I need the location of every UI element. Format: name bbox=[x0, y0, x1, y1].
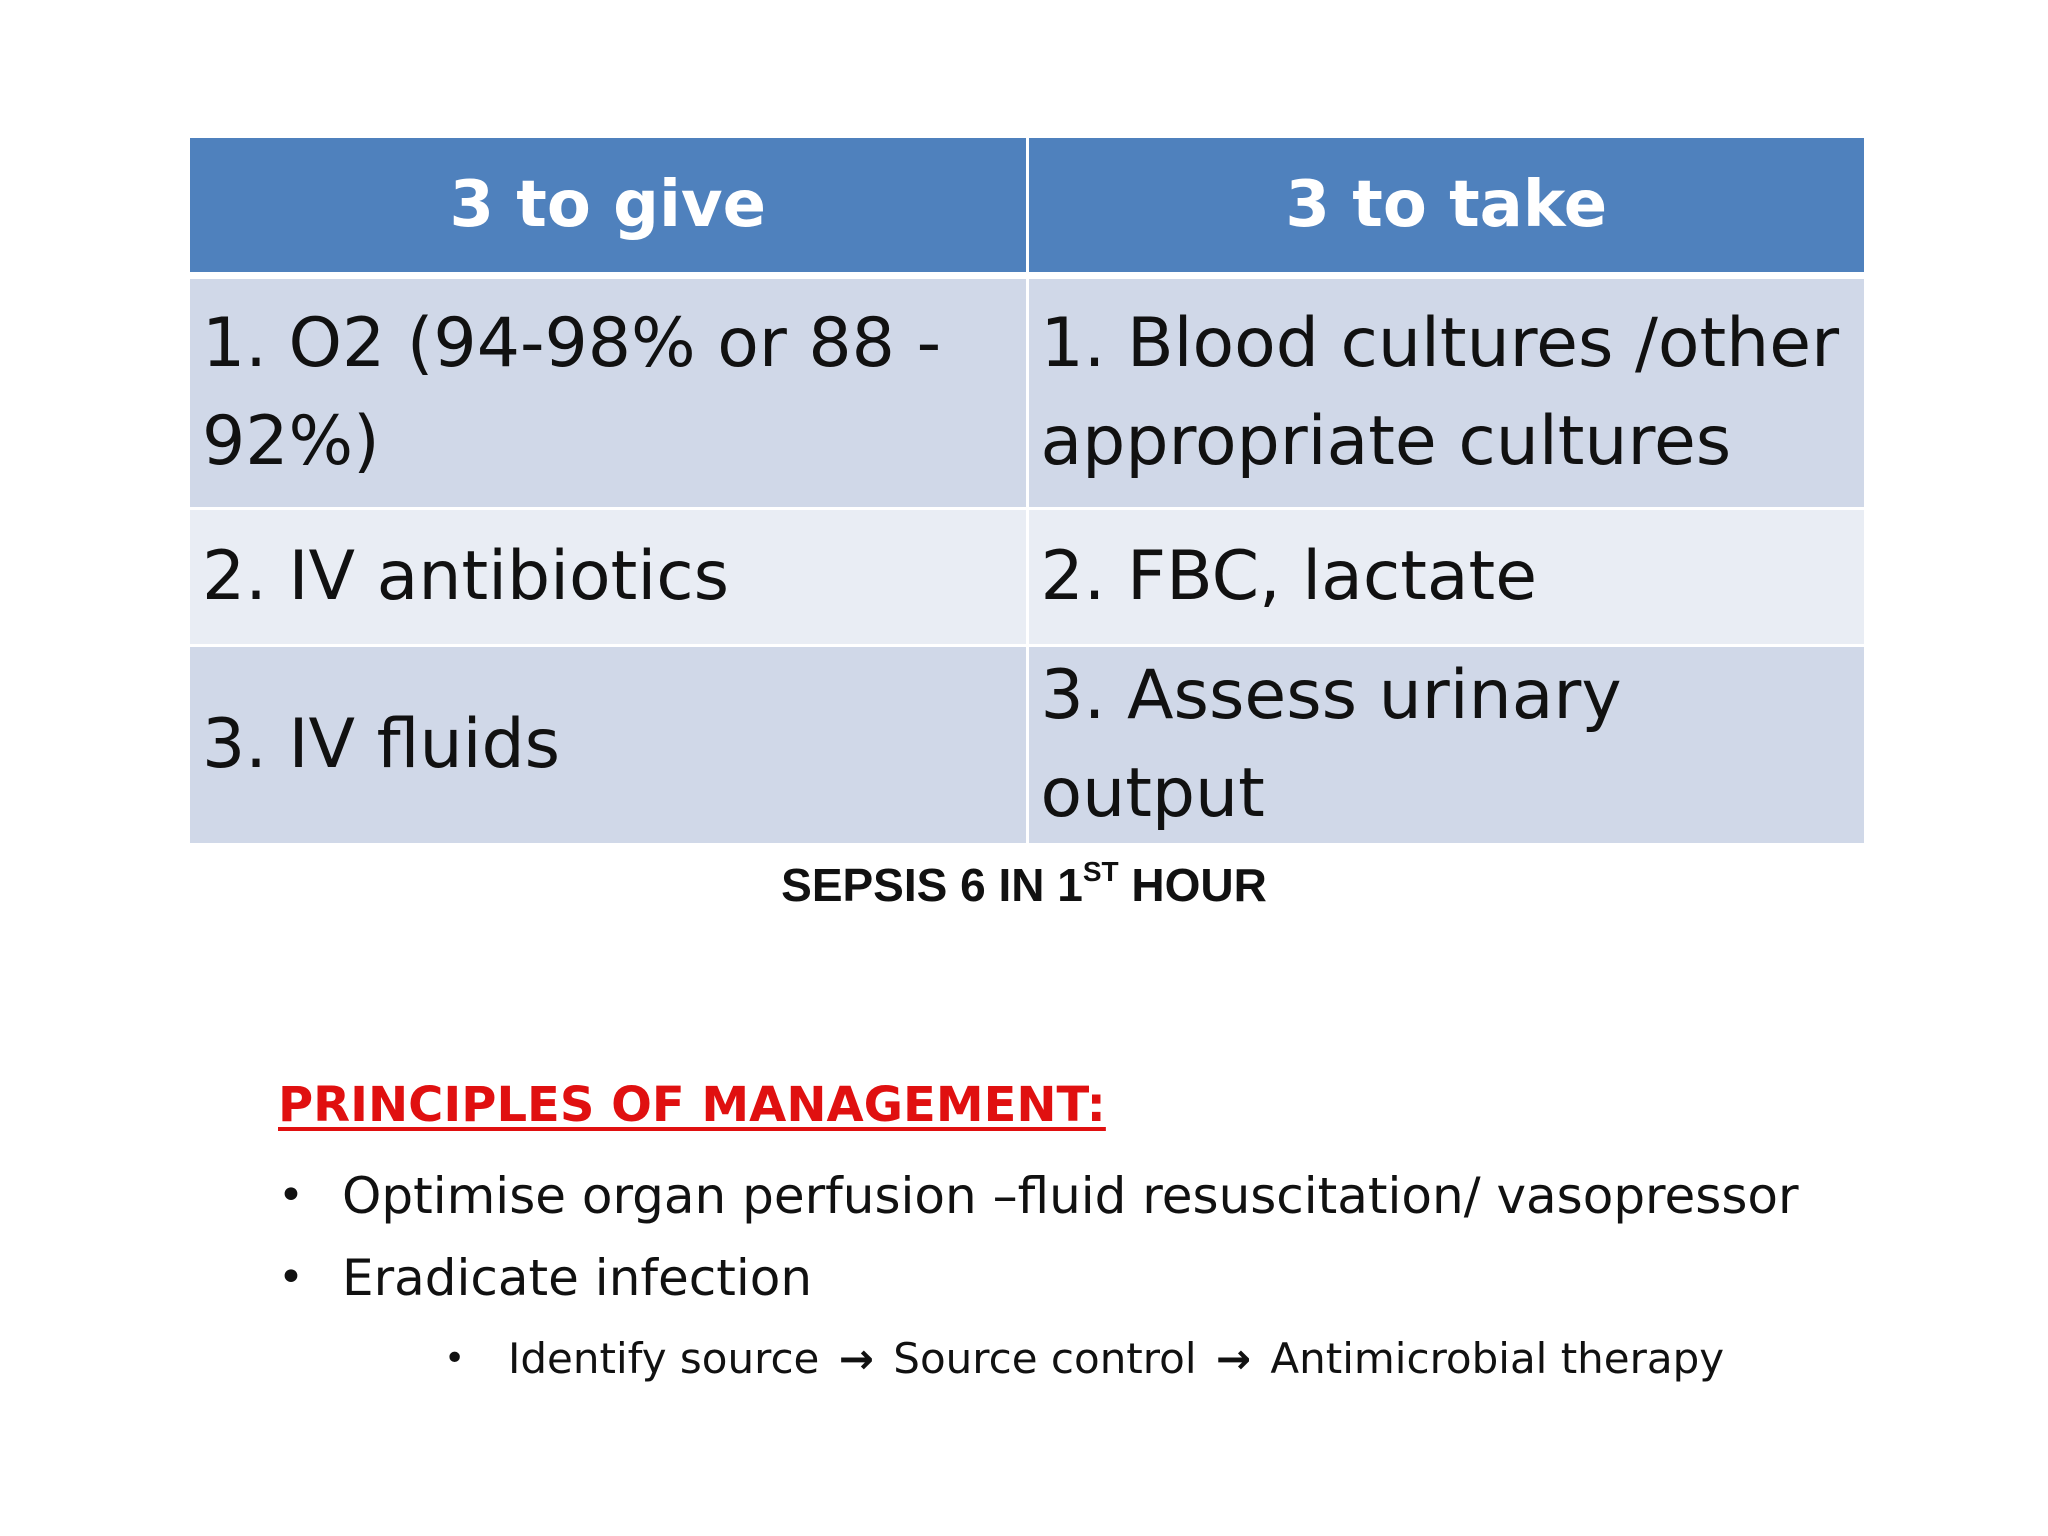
step-source-control: Source control bbox=[893, 1334, 1197, 1383]
header-3-to-give: 3 to give bbox=[190, 138, 1027, 276]
table-header-row bbox=[190, 138, 1864, 276]
sepsis-table-container bbox=[190, 138, 1864, 846]
caption-superscript: ST bbox=[1082, 856, 1119, 887]
step-antimicrobial-therapy: Antimicrobial therapy bbox=[1270, 1334, 1725, 1383]
sepsis-six-table bbox=[190, 138, 1864, 846]
step-identify-source: Identify source bbox=[508, 1334, 820, 1383]
take-cell-3: 3. Assess urinary output bbox=[1027, 646, 1864, 845]
caption-main: SEPSIS 6 IN 1 bbox=[781, 859, 1083, 911]
caption-tail: HOUR bbox=[1118, 859, 1267, 911]
principles-title: PRINCIPLES OF MANAGEMENT: bbox=[278, 1077, 1106, 1133]
give-cell-1: 1. O2 (94-98% or 88 - 92%) bbox=[190, 276, 1027, 509]
take-cell-1: 1. Blood cultures /other appropriate cultures bbox=[1027, 276, 1864, 509]
infection-sub-list bbox=[342, 1319, 1978, 1399]
list-item bbox=[342, 1319, 1978, 1399]
give-cell-3: 3. IV fluids bbox=[190, 646, 1027, 845]
header-3-to-take: 3 to take bbox=[1027, 138, 1864, 276]
arrow-right-icon: → bbox=[838, 1334, 874, 1383]
give-cell-2: 2. IV antibiotics bbox=[190, 509, 1027, 646]
arrow-right-icon: → bbox=[1215, 1334, 1252, 1383]
table-caption bbox=[0, 858, 2048, 912]
bullet-optimise-perfusion: Optimise organ perfusion –fluid resuscitation/ vasopressor bbox=[342, 1167, 1799, 1225]
table-row bbox=[190, 509, 1864, 646]
take-cell-2: 2. FBC, lactate bbox=[1027, 509, 1864, 646]
table-row bbox=[190, 276, 1864, 509]
principles-section bbox=[278, 1075, 1978, 1399]
list-item bbox=[278, 1155, 1978, 1237]
principles-list bbox=[278, 1155, 1978, 1399]
bullet-eradicate-infection: Eradicate infection bbox=[342, 1249, 813, 1307]
table-row bbox=[190, 646, 1864, 845]
list-item bbox=[278, 1237, 1978, 1399]
